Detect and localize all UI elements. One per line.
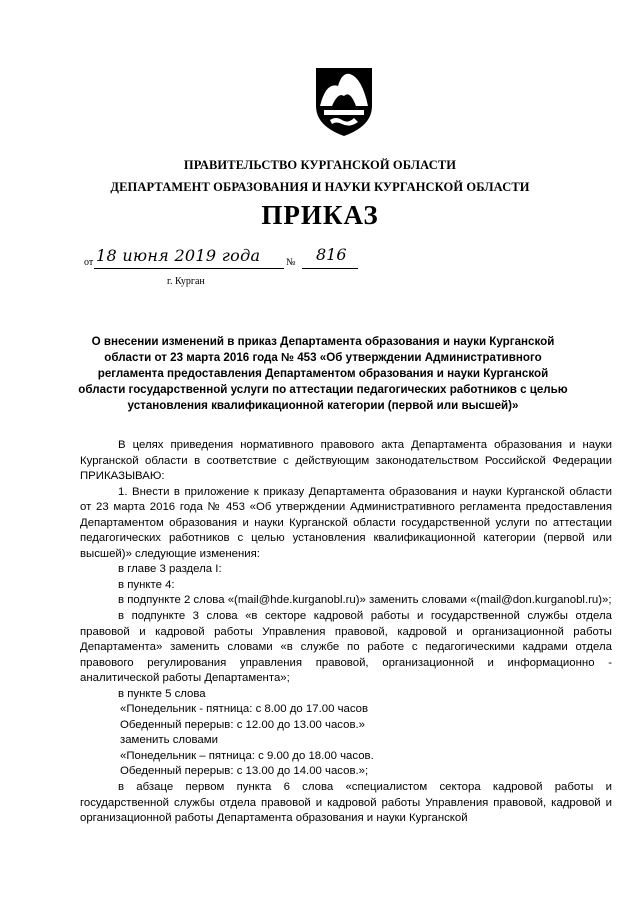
body-paragraph: в пункте 4:: [118, 578, 175, 591]
coat-of-arms-icon: [312, 66, 376, 138]
order-subject: О внесении изменений в приказ Департамента образования и науки Курганской области от 23 марта 2016 года № 453 «Об утверждении Административного регламента предоставления Департаментом образования и науки Курганской области государственной услуги по аттестации педагогических работников с целью установления квалификационной категории (первой или высшей)»: [78, 335, 568, 412]
date-underline: [94, 268, 284, 269]
body-paragraph: в абзаце первом пункта 6 слова «специалистом сектора кадровой работы и государственной службы отдела правовой и кадровой работы Управления правовой, кадровой и организационной работы Департамента образования и науки Курганской: [80, 781, 612, 825]
body-paragraph: в пункте 5 слова: [118, 687, 206, 700]
document-type-title: ПРИКАЗ: [261, 200, 379, 230]
number-underline: [302, 268, 358, 269]
government-name: ПРАВИТЕЛЬСТВО КУРГАНСКОЙ ОБЛАСТИ: [183, 158, 457, 172]
body-paragraph: «Понедельник - пятница: с 8.00 до 17.00 часов: [120, 703, 369, 716]
body-paragraph: заменить словами: [120, 734, 218, 747]
department-name: ДЕПАРТАМЕНТ ОБРАЗОВАНИЯ И НАУКИ КУРГАНСКОЙ ОБЛАСТИ: [110, 180, 530, 194]
handwritten-date: 18 июня 2019 года: [96, 246, 261, 265]
body-paragraph: 1. Внести в приложение к приказу Департамента образования и науки Курганской области от 23 марта 2016 года № 453 «Об утверждении Административного регламента предоставления Департаментом образования и науки Курганской области государственной услуги по аттестации педагогических работников с целью установления квалификационной категории (первой или высшей)» следующие изменения:: [80, 485, 612, 560]
body-paragraph: В целях приведения нормативного правового акта Департамента образования и науки Курганской области в соответствие с действующим законодательством Российской Федерации ПРИКАЗЫВАЮ:: [80, 439, 612, 483]
body-paragraph: Обеденный перерыв: с 12.00 до 13.00 часов.»: [120, 718, 366, 731]
handwritten-number: 816: [316, 245, 347, 264]
body-paragraph: Обеденный перерыв: с 13.00 до 14.00 часов.»;: [120, 765, 369, 778]
order-body: [80, 438, 612, 827]
city-name: г. Курган: [167, 276, 205, 287]
body-paragraph: в подпункте 2 слова «(mail@hde.kurganobl.ru)» заменить словами «(mail@don.kurganobl.ru)»;: [118, 594, 612, 607]
date-prefix: от: [84, 257, 94, 268]
number-sign: №: [286, 257, 296, 268]
body-paragraph: «Понедельник – пятница: с 9.00 до 18.00 часов.: [120, 749, 374, 762]
date-number-line: [84, 245, 384, 274]
body-paragraph: в подпункте 3 слова «в секторе кадровой работы и государственной службы отдела правовой и кадровой работы Управления правовой, кадровой и организационной работы Департамента» заменить словами «в службе по работе с педагогическими кадрами отдела правового регулирования управления правовой, организационной и информационно - аналитической работы Департамента»;: [80, 610, 612, 685]
body-paragraph: в главе 3 раздела I:: [118, 563, 222, 576]
